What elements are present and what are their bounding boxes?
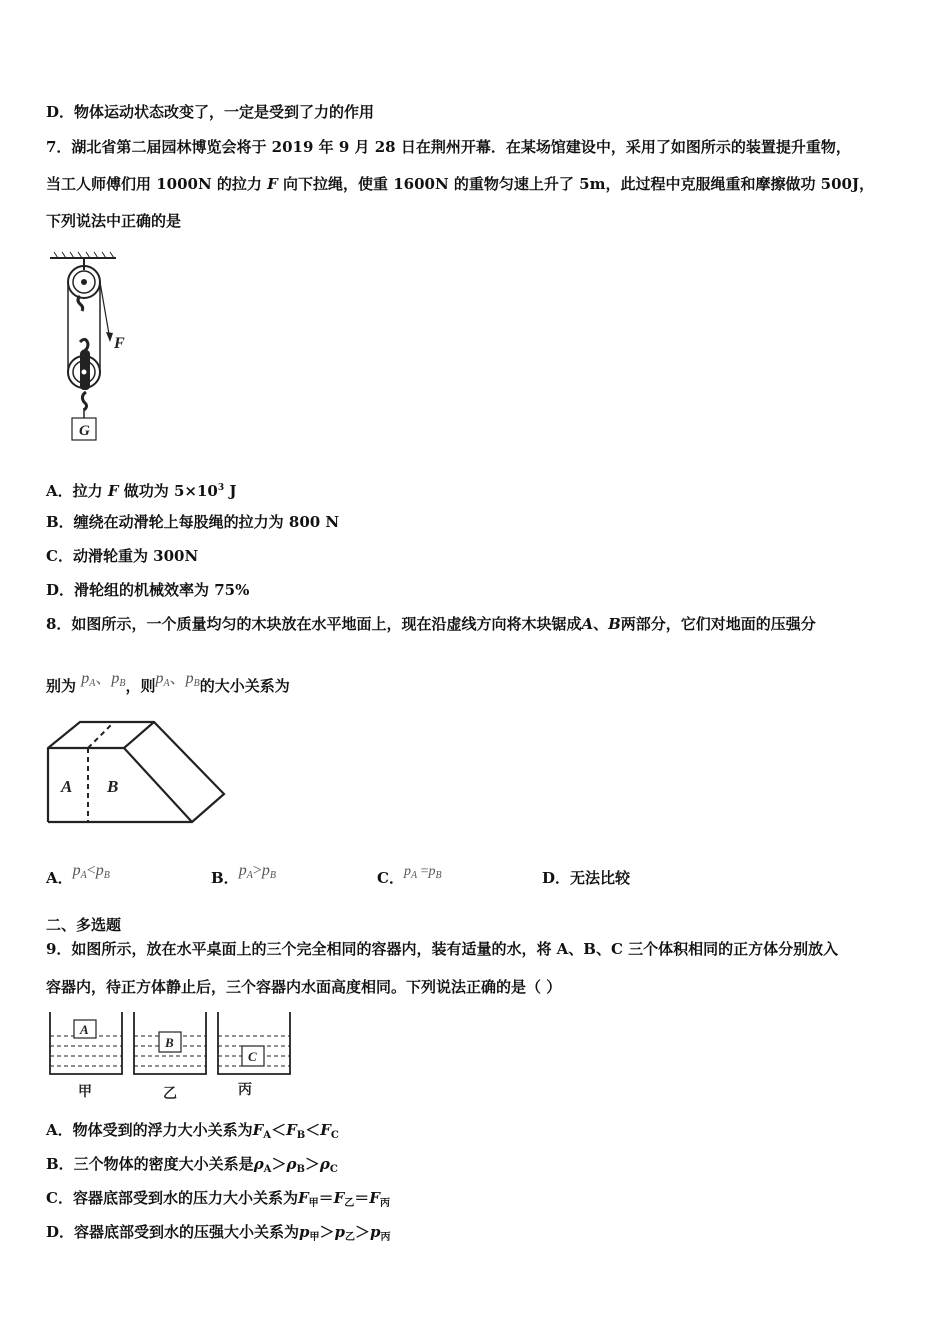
weight-label: G <box>79 423 90 439</box>
q7-option-a: A．拉力 F 做功为 $5\times 10^3$ J <box>46 482 237 500</box>
section-title: 二、多选题 <box>46 916 122 934</box>
pulley-figure <box>44 250 154 450</box>
containers-figure <box>44 1008 294 1104</box>
q8-stem-line1: 8．如图所示，一个质量均匀的木块放在水平地面上，现在沿虚线方向将木块锯成A、B两部分，它们对地面的压强分 <box>46 615 816 633</box>
pb-symbol-2: $p_B$ <box>185 670 200 689</box>
cube-c: C <box>248 1049 257 1064</box>
q9-option-c: C．容器底部受到水的压力大小关系为$F_甲=F_乙=F_丙$ <box>46 1189 390 1209</box>
q9-stem-line1: 9．如图所示，放在水平桌面上的三个完全相同的容器内，装有适量的水，将 A、B、C 三个体积相同的正方体分别放入 <box>46 940 839 958</box>
pa-symbol: $p_A$ <box>81 670 96 689</box>
q9-option-a: A．物体受到的浮力大小关系为$F_A<F_B<F_C$ <box>46 1121 339 1141</box>
q8-stem-line2: 别为 $p_A$、$p_B$，则$p_A$、$p_B$的大小关系为 <box>46 670 290 695</box>
q9-stem-line2: 容器内，待正方体静止后，三个容器内水面高度相同。下列说法正确的是（ ） <box>46 978 562 996</box>
q8-option-c: C．$p_A =p_B$ <box>377 864 442 887</box>
force-label: F <box>114 335 125 352</box>
q9-option-d: D．容器底部受到水的压强大小关系为$p_甲>p_乙>p_丙$ <box>46 1223 391 1243</box>
weight-block <box>72 408 96 440</box>
q8-option-b: B．$p_A>p_B$ <box>211 862 276 887</box>
container-bing <box>218 1012 290 1074</box>
block-label-b: B <box>107 777 119 796</box>
cut-line <box>88 722 114 822</box>
q8-option-d: D．无法比较 <box>542 869 631 887</box>
wood-block-figure <box>44 718 230 830</box>
q7-stem-line3: 下列说法中正确的是 <box>46 212 182 230</box>
label-yi: 乙 <box>163 1087 177 1102</box>
q9-option-b: B．三个物体的密度大小关系是$\rho_A>\rho_B>\rho_C$ <box>46 1155 338 1175</box>
block-label-a: A <box>61 777 73 796</box>
label-jia: 甲 <box>78 1085 92 1100</box>
movable-pulley <box>68 339 100 410</box>
q7-option-d: D．滑轮组的机械效率为 75% <box>46 581 250 599</box>
container-yi <box>134 1012 206 1074</box>
fixed-pulley <box>68 258 100 311</box>
cube-a: A <box>80 1022 89 1037</box>
pb-symbol: $p_B$ <box>111 670 126 689</box>
container-jia <box>50 1012 122 1074</box>
q7-option-c: C．动滑轮重为 300N <box>46 547 199 565</box>
pa-symbol-2: $p_A$ <box>155 670 170 689</box>
q6-option-d: D．物体运动状态改变了，一定是受到了力的作用 <box>46 103 375 121</box>
q7-stem-line2: 当工人师傅们用 1000N 的拉力 F 向下拉绳，使重 1600N 的重物匀速上升了 5m，此过程中克服绳重和摩擦做功 500J， <box>46 175 875 193</box>
label-bing: 丙 <box>238 1083 252 1098</box>
cube-b: B <box>165 1035 174 1050</box>
q7-option-b: B．缠绕在动滑轮上每股绳的拉力为 800 N <box>46 513 340 531</box>
ceiling-bar <box>50 252 116 258</box>
q8-option-a: A．$p_A<p_B$ <box>46 862 110 887</box>
q7-stem-line1: 7．湖北省第二届园林博览会将于 2019 年 9 月 28 日在荆州开幕．在某场馆建设中，采用了如图所示的装置提升重物， <box>46 138 851 156</box>
